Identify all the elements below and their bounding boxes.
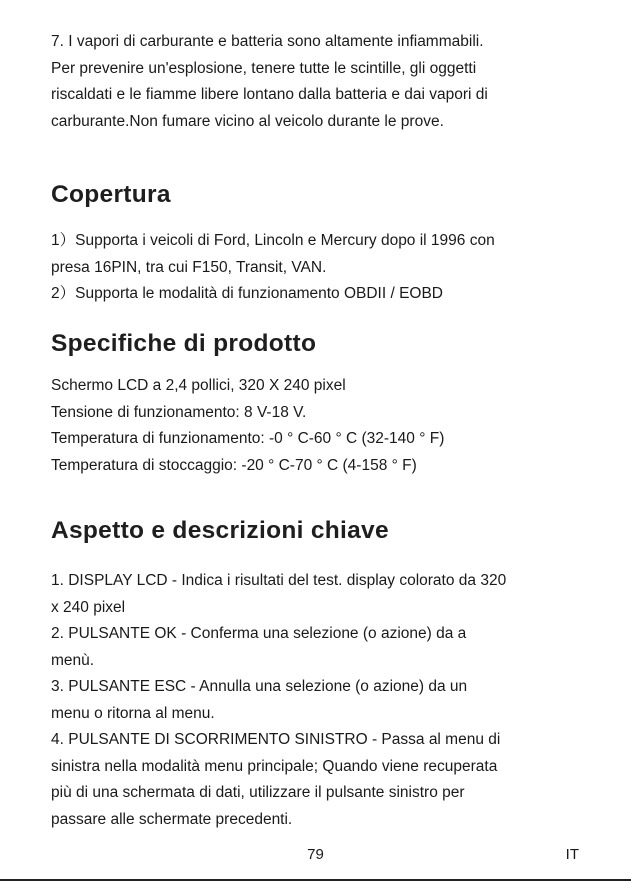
specs-line: Temperatura di stoccaggio: -20 ° C-70 ° C (4-158 ° F): [51, 456, 417, 474]
specs-line: Temperatura di funzionamento: -0 ° C-60 ° C (32-140 ° F): [51, 430, 445, 447]
coverage-line: 2）Supporta le modalità di funzionamento OBDII / EOBD: [51, 285, 444, 302]
warning-line: carburante.Non fumare vicino al veicolo durante le prove.: [51, 112, 444, 130]
coverage-line: 1）Supporta i veicoli di Ford, Lincoln e Mercury dopo il 1996 con: [51, 232, 495, 249]
keys-line: menu o ritorna al menu.: [51, 704, 215, 722]
keys-line: x 240 pixel: [51, 598, 126, 616]
warning-line: Per prevenire un'esplosione, tenere tutte le scintille, gli oggetti: [51, 59, 477, 77]
page-number: 79: [307, 846, 324, 863]
warning-paragraph: [51, 29, 591, 135]
keys-line: menù.: [51, 651, 95, 669]
keys-line: 3. PULSANTE ESC - Annulla una selezione (o azione) da un: [51, 678, 468, 695]
specs-line: Tensione di funzionamento: 8 V-18 V.: [51, 403, 307, 421]
keys-line: 1. DISPLAY LCD - Indica i risultati del test. display colorato da 320: [51, 572, 507, 589]
coverage-paragraph: [51, 228, 591, 308]
keys-line: sinistra nella modalità menu principale; Quando viene recuperata: [51, 757, 498, 775]
specs-line: Schermo LCD a 2,4 pollici, 320 X 240 pixel: [51, 377, 346, 394]
warning-line: riscaldati e le fiamme libere lontano dalla batteria e dai vapori di: [51, 86, 488, 103]
coverage-heading: Copertura: [51, 181, 171, 208]
coverage-line: presa 16PIN, tra cui F150, Transit, VAN.: [51, 258, 327, 276]
language-code: IT: [565, 846, 579, 863]
warning-line: 7. I vapori di carburante e batteria sono altamente infiammabili.: [51, 33, 484, 50]
keys-line: più di una schermata di dati, utilizzare il pulsante sinistro per: [51, 784, 465, 801]
keys-heading: Aspetto e descrizioni chiave: [51, 517, 389, 544]
keys-line: passare alle schermate precedenti.: [51, 810, 293, 828]
keys-line: 2. PULSANTE OK - Conferma una selezione (o azione) da a: [51, 625, 467, 642]
bottom-divider: [0, 879, 631, 881]
specs-heading: Specifiche di prodotto: [51, 330, 317, 357]
keys-paragraph: [51, 568, 591, 833]
keys-line: 4. PULSANTE DI SCORRIMENTO SINISTRO - Passa al menu di: [51, 731, 501, 748]
specs-paragraph: [51, 373, 591, 479]
